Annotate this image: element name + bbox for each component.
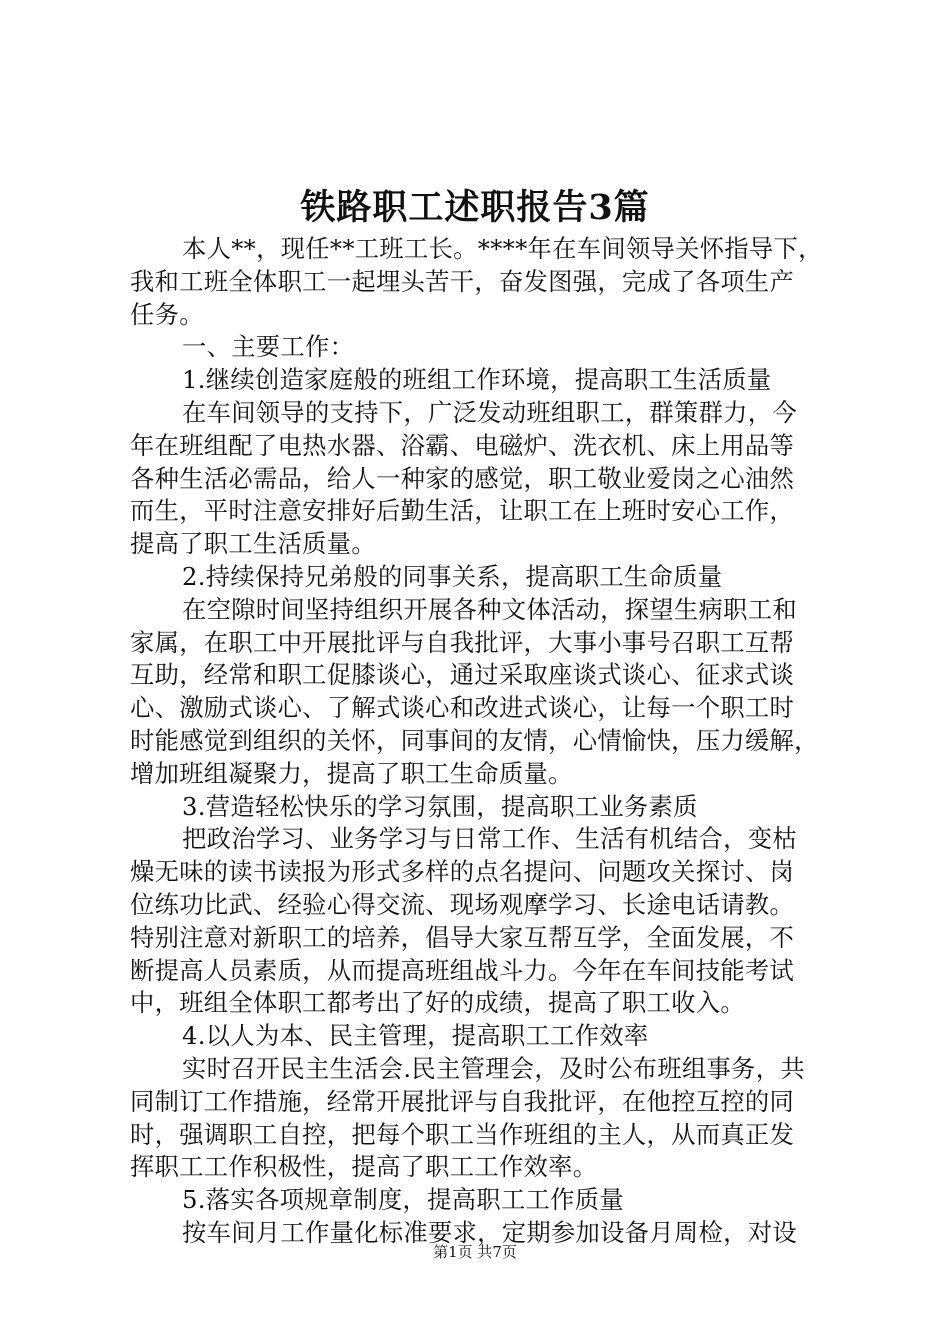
text-line: 在车间领导的支持下，广泛发动班组职工，群策群力，今 bbox=[182, 397, 797, 427]
text-line: 提高了职工生活质量。 bbox=[130, 529, 376, 559]
text-line: 我和工班全体职工一起埋头苦干，奋发图强，完成了各项生产 bbox=[130, 266, 795, 296]
text-line: 年在班组配了电热水器、浴霸、电磁炉、洗衣机、床上用品等 bbox=[130, 430, 795, 460]
text-line: 时，强调职工自控，把每个职工当作班组的主人，从而真正发 bbox=[130, 1119, 795, 1149]
text-line: 5.落实各项规章制度，提高职工工作质量 bbox=[182, 1185, 624, 1215]
text-line: 心、激励式谈心、了解式谈心和改进式谈心，让每一个职工时 bbox=[130, 693, 795, 723]
text-line: 按车间月工作量化标准要求，定期参加设备月周检，对设 bbox=[182, 1217, 797, 1247]
text-line: 各种生活必需品，给人一种家的感觉，职工敬业爱岗之心油然 bbox=[130, 463, 795, 493]
text-line: 在空隙时间坚持组织开展各种文体活动，探望生病职工和 bbox=[182, 594, 797, 624]
text-line: 3.营造轻松快乐的学习氛围，提高职工业务素质 bbox=[182, 791, 698, 821]
text-line: 而生，平时注意安排好后勤生活，让职工在上班时安心工作， bbox=[130, 496, 795, 526]
text-line: 4.以人为本、民主管理，提高职工工作效率 bbox=[182, 1021, 649, 1051]
text-line: 实时召开民主生活会.民主管理会，及时公布班组事务，共 bbox=[182, 1053, 805, 1083]
text-line: 时能感觉到组织的关怀，同事间的友情，心情愉快，压力缓解， bbox=[130, 725, 819, 755]
text-line: 家属，在职工中开展批评与自我批评，大事小事号召职工互帮 bbox=[130, 627, 795, 657]
text-line: 特别注意对新职工的培养，倡导大家互帮互学，全面发展，不 bbox=[130, 922, 795, 952]
text-line: 同制订工作措施，经常开展批评与自我批评，在他控互控的同 bbox=[130, 1086, 795, 1116]
text-line: 1.继续创造家庭般的班组工作环境，提高职工生活质量 bbox=[182, 365, 772, 395]
document-title: 铁路职工述职报告3篇 bbox=[300, 187, 650, 228]
text-line: 燥无味的读书读报为形式多样的点名提问、问题攻关探讨、岗 bbox=[130, 857, 795, 887]
text-line: 位练功比武、经验心得交流、现场观摩学习、长途电话请教。 bbox=[130, 889, 795, 919]
text-line: 2.持续保持兄弟般的同事关系，提高职工生命质量 bbox=[182, 561, 723, 591]
text-line: 把政治学习、业务学习与日常工作、生活有机结合，变枯 bbox=[182, 824, 797, 854]
text-line: 一、主要工作： bbox=[182, 332, 355, 362]
text-line: 增加班组凝聚力，提高了职工生命质量。 bbox=[130, 758, 573, 788]
text-line: 本人**，现任**工班工长。****年在车间领导关怀指导下， bbox=[182, 234, 823, 263]
text-line: 任务。 bbox=[130, 299, 204, 329]
text-line: 挥职工工作积极性，提高了职工工作效率。 bbox=[130, 1152, 598, 1182]
text-line: 互助，经常和职工促膝谈心，通过采取座谈式谈心、征求式谈 bbox=[130, 660, 795, 690]
text-line: 中，班组全体职工都考出了好的成绩，提高了职工收入。 bbox=[130, 988, 745, 1018]
document-body bbox=[130, 233, 840, 1250]
text-line: 断提高人员素质，从而提高班组战斗力。今年在车间技能考试 bbox=[130, 955, 795, 985]
page-footer: 第1页 共7页 bbox=[433, 1243, 517, 1261]
